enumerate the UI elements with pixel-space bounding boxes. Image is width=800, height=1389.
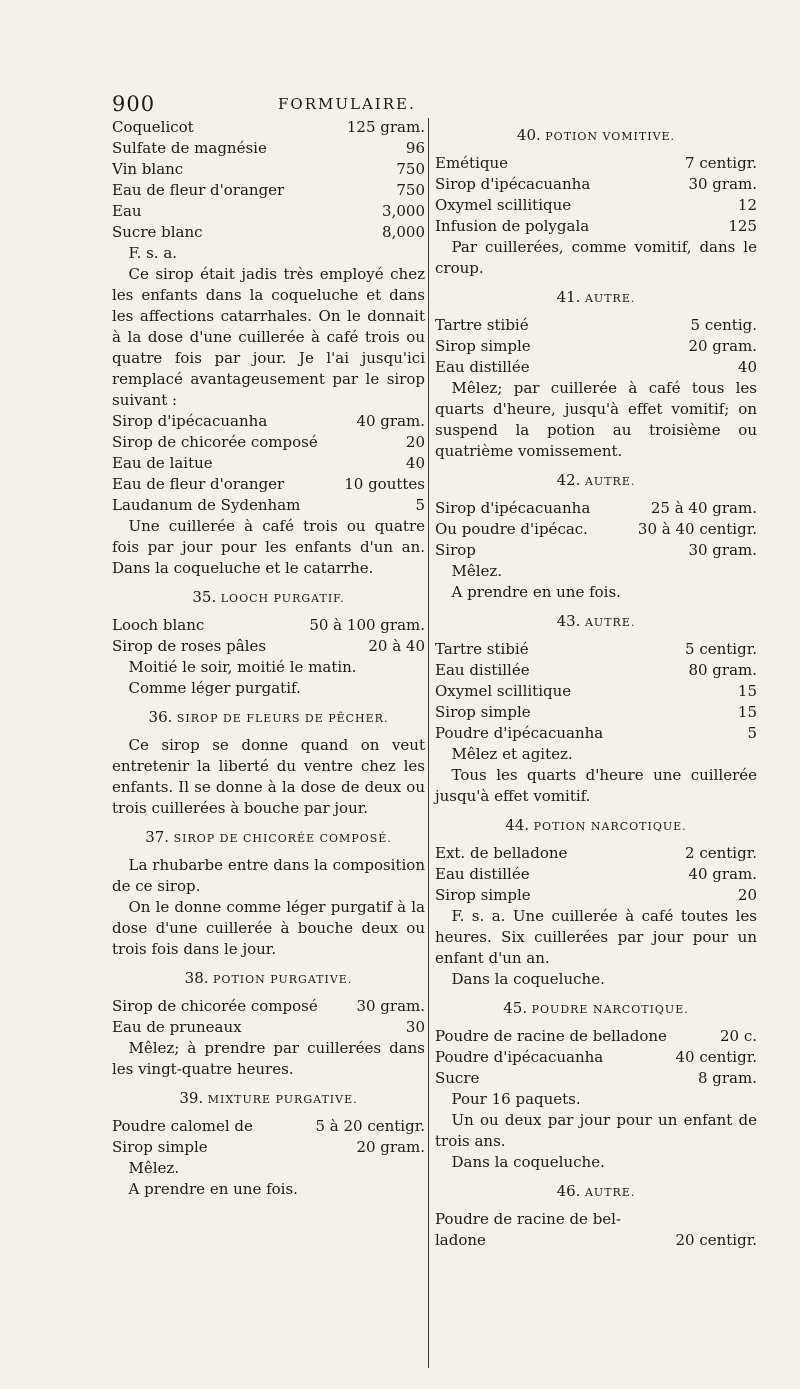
text-36: Ce sirop se donne quand on veut entretenir la liberté du ventre chez les enfants. Il se donne à la dose de deux ou trois cuillerées à bouche par jour. [112, 736, 425, 817]
section-heading-39: 39. MIXTURE PURGATIVE. [179, 1089, 358, 1107]
ingredient-quantity: 40 centigr. [675, 1048, 757, 1066]
ingredient-quantity: 40 gram. [356, 412, 425, 430]
ingredient-row [435, 336, 757, 357]
ingredient-quantity: 20 à 40 [368, 637, 425, 655]
section-heading-35: 35. LOOCH PURGATIF. [192, 588, 345, 606]
ingredient-name: Sulfate de magnésie [112, 139, 267, 157]
ingredient-quantity: 30 gram. [688, 175, 757, 193]
ingredient-row [112, 201, 425, 222]
ingredient-quantity: 15 [737, 703, 757, 721]
recipe-39 [112, 1116, 425, 1158]
ingredient-quantity: 8,000 [382, 223, 425, 241]
recipe-41 [435, 315, 757, 378]
section-heading-36: 36. SIROP DE FLEURS DE PÊCHER. [148, 708, 389, 726]
ingredient-name: Sirop d'ipécacuanha [435, 499, 591, 517]
paragraph-dose: Une cuillerée à café trois ou quatre fois par jour pour les enfants d'un an. Dans la coqueluche et le catarrhe. [112, 517, 425, 577]
ingredient-quantity: 10 gouttes [344, 475, 425, 493]
ingredient-name: Ext. de belladone [435, 844, 568, 862]
ingredient-name: Eau distillée [435, 661, 530, 679]
ingredient-row [112, 138, 425, 159]
ingredient-name: Sirop de roses pâles [112, 637, 267, 655]
ingredient-row [112, 180, 425, 201]
ingredient-quantity: 125 gram. [346, 118, 425, 136]
ingredient-quantity: 7 centigr. [685, 154, 757, 172]
text-37-b: On le donne comme léger purgatif à la dose d'une cuillerée à bouche deux ou trois fois dans le jour. [112, 898, 425, 958]
ingredient-row [112, 453, 425, 474]
ingredient-quantity: 20 centigr. [675, 1231, 757, 1249]
text-43-a: Mêlez et agitez. [451, 745, 573, 763]
ingredient-row [435, 174, 757, 195]
ingredient-quantity: 750 [396, 160, 425, 178]
ingredient-row [435, 1209, 757, 1230]
section-heading-40: 40. POTION VOMITIVE. [516, 126, 676, 144]
section-heading-42: 42. AUTRE. [556, 471, 636, 489]
text-39-a: Mêlez. [128, 1159, 180, 1177]
ingredient-quantity: 20 [737, 886, 757, 904]
recipe-35 [112, 615, 425, 657]
section-heading-45: 45. POUDRE NARCOTIQUE. [503, 999, 689, 1017]
recipe-42 [435, 498, 757, 561]
ingredient-quantity: 30 gram. [356, 997, 425, 1015]
ingredient-row [112, 996, 425, 1017]
ingredient-quantity: 30 gram. [688, 541, 757, 559]
ingredient-quantity: 2 centigr. [685, 844, 757, 862]
ingredient-name: Poudre d'ipécacuanha [435, 724, 604, 742]
ingredient-name: Sirop d'ipécacuanha [435, 175, 591, 193]
ingredient-quantity: 20 gram. [356, 1138, 425, 1156]
ingredient-name: Eau distillée [435, 865, 530, 883]
column-divider [428, 118, 429, 1368]
ingredient-row [435, 639, 757, 660]
ingredient-name: Sirop d'ipécacuanha [112, 412, 268, 430]
left-column [112, 117, 425, 1200]
ingredient-quantity: 40 [405, 454, 425, 472]
ingredient-name: Eau de laitue [112, 454, 213, 472]
section-heading-44: 44. POTION NARCOTIQUE. [505, 816, 687, 834]
right-column [435, 117, 757, 1251]
ingredient-row [112, 411, 425, 432]
section-heading-37: 37. SIROP DE CHICORÉE COMPOSÉ. [145, 828, 392, 846]
ingredient-name: Tartre stibié [435, 316, 529, 334]
recipe-45 [435, 1026, 757, 1089]
ingredient-quantity: 40 [737, 358, 757, 376]
ingredient-quantity: 50 à 100 gram. [309, 616, 425, 634]
ingredient-name: Vin blanc [112, 160, 184, 178]
text-45-b: Un ou deux par jour pour un enfant de trois ans. [435, 1111, 757, 1150]
ingredient-name: Eau de pruneaux [112, 1018, 242, 1036]
ingredient-name: Sirop simple [435, 703, 531, 721]
ingredient-name: Sirop [435, 541, 476, 559]
recipe-replacement [112, 411, 425, 516]
ingredient-row [112, 615, 425, 636]
ingredient-quantity: 40 gram. [688, 865, 757, 883]
ingredient-name: Eau de fleur d'oranger [112, 181, 285, 199]
ingredient-quantity: 5 centig. [690, 316, 757, 334]
ingredient-name: Eau de fleur d'oranger [112, 475, 285, 493]
ingredient-quantity [749, 1209, 757, 1230]
ingredient-name: Sirop simple [435, 886, 531, 904]
ingredient-row [435, 216, 757, 237]
ingredient-row [112, 117, 425, 138]
recipe-44 [435, 843, 757, 906]
ingredient-name: Tartre stibié [435, 640, 529, 658]
ingredient-quantity: 20 c. [719, 1027, 757, 1045]
ingredient-name: Emétique [435, 154, 509, 172]
ingredient-name: Ou poudre d'ipécac. [435, 520, 588, 538]
text-44-b: Dans la coqueluche. [451, 970, 605, 988]
text-35-a: Moitié le soir, moitié le matin. [128, 658, 357, 676]
recipe-43 [435, 639, 757, 744]
ingredient-quantity: 5 [747, 724, 757, 742]
recipe-38 [112, 996, 425, 1038]
ingredient-row [435, 498, 757, 519]
ingredient-quantity: 125 [728, 217, 757, 235]
ingredient-row [112, 1116, 425, 1137]
ingredient-quantity: 96 [405, 139, 425, 157]
ingredient-row [112, 1137, 425, 1158]
ingredient-name: Poudre de racine de belladone [435, 1027, 667, 1045]
ingredient-quantity: 8 gram. [697, 1069, 757, 1087]
text-45-a: Pour 16 paquets. [451, 1090, 581, 1108]
ingredient-name: Poudre de racine de bel- [435, 1210, 622, 1228]
ingredient-name: Oxymel scillitique [435, 196, 572, 214]
recipe-top [112, 117, 425, 243]
ingredient-row [435, 681, 757, 702]
ingredient-quantity: 25 à 40 gram. [650, 499, 757, 517]
ingredient-row [435, 1230, 757, 1251]
ingredient-row [435, 315, 757, 336]
ingredient-row [435, 1047, 757, 1068]
ingredient-name: Looch blanc [112, 616, 205, 634]
ingredient-row [435, 1026, 757, 1047]
ingredient-name: Sucre [435, 1069, 480, 1087]
ingredient-row [112, 495, 425, 516]
ingredient-name: Sirop de chicorée composé [112, 433, 318, 451]
text-35-b: Comme léger purgatif. [128, 679, 301, 697]
ingredient-name: Sirop simple [435, 337, 531, 355]
ingredient-name: Poudre calomel de [112, 1117, 253, 1135]
ingredient-row [435, 519, 757, 540]
ingredient-name: Coquelicot [112, 118, 194, 136]
text-40: Par cuillerées, comme vomitif, dans le croup. [435, 238, 757, 277]
text-38: Mêlez; à prendre par cuillerées dans les vingt-quatre heures. [112, 1039, 425, 1078]
ingredient-row [435, 843, 757, 864]
ingredient-name: Sucre blanc [112, 223, 203, 241]
ingredient-name: Sirop simple [112, 1138, 208, 1156]
ingredient-name: Laudanum de Sydenham [112, 496, 301, 514]
ingredient-name: Eau distillée [435, 358, 530, 376]
section-heading-46: 46. AUTRE. [556, 1182, 636, 1200]
ingredient-quantity: 30 à 40 centigr. [637, 520, 757, 538]
ingredient-quantity: 5 [415, 496, 425, 514]
ingredient-name: Oxymel scillitique [435, 682, 572, 700]
text-45-c: Dans la coqueluche. [451, 1153, 605, 1171]
ingredient-quantity: 15 [737, 682, 757, 700]
ingredient-row [435, 195, 757, 216]
text-42-b: A prendre en une fois. [451, 583, 621, 601]
ingredient-row [112, 222, 425, 243]
ingredient-quantity: 80 gram. [688, 661, 757, 679]
section-heading-38: 38. POTION PURGATIVE. [184, 969, 353, 987]
ingredient-row [435, 660, 757, 681]
ingredient-name: ladone [435, 1231, 486, 1249]
text-41: Mêlez; par cuillerée à café tous les quarts d'heure, jusqu'à effet vomitif; on suspend la potion au troisième ou quatrième vomissement. [435, 379, 757, 460]
ingredient-quantity: 30 [405, 1018, 425, 1036]
ingredient-row [112, 159, 425, 180]
recipe-46 [435, 1209, 757, 1251]
ingredient-name: Poudre d'ipécacuanha [435, 1048, 604, 1066]
ingredient-row [435, 864, 757, 885]
ingredient-name: Infusion de polygala [435, 217, 590, 235]
section-heading-43: 43. AUTRE. [556, 612, 636, 630]
ingredient-row [435, 153, 757, 174]
ingredient-name: Eau [112, 202, 142, 220]
ingredient-quantity: 20 [405, 433, 425, 451]
page-number: 900 [112, 92, 156, 116]
ingredient-row [112, 432, 425, 453]
ingredient-row [435, 540, 757, 561]
section-heading-41: 41. AUTRE. [556, 288, 636, 306]
text-42-a: Mêlez. [451, 562, 503, 580]
ingredient-name: Sirop de chicorée composé [112, 997, 318, 1015]
text-44-a: F. s. a. Une cuillerée à café toutes les heures. Six cuillerées par jour pour un enfant d'un an. [435, 907, 757, 967]
fsa-text: F. s. a. [128, 244, 178, 262]
ingredient-quantity: 5 à 20 centigr. [315, 1117, 425, 1135]
paragraph-sirop: Ce sirop était jadis très employé chez les enfants dans la coqueluche et dans les affections catarrhales. On le donnait à la dose d'une cuillerée à café trois ou quatre fois par jour. Je l'ai jusqu'ici remplacé avantageusement par le sirop suivant : [112, 265, 425, 409]
ingredient-row [112, 474, 425, 495]
text-37-a: La rhubarbe entre dans la composition de ce sirop. [112, 856, 425, 895]
ingredient-row [435, 885, 757, 906]
ingredient-quantity: 3,000 [382, 202, 425, 220]
recipe-40 [435, 153, 757, 237]
running-head: FORMULAIRE. [278, 95, 416, 113]
text-39-b: A prendre en une fois. [128, 1180, 298, 1198]
text-43-b: Tous les quarts d'heure une cuillerée jusqu'à effet vomitif. [435, 766, 757, 805]
ingredient-quantity: 20 gram. [688, 337, 757, 355]
ingredient-quantity: 5 centigr. [685, 640, 757, 658]
ingredient-quantity: 750 [396, 181, 425, 199]
ingredient-row [435, 702, 757, 723]
ingredient-row [112, 636, 425, 657]
ingredient-quantity: 12 [737, 196, 757, 214]
ingredient-row [112, 1017, 425, 1038]
ingredient-row [435, 357, 757, 378]
ingredient-row [435, 1068, 757, 1089]
ingredient-row [435, 723, 757, 744]
